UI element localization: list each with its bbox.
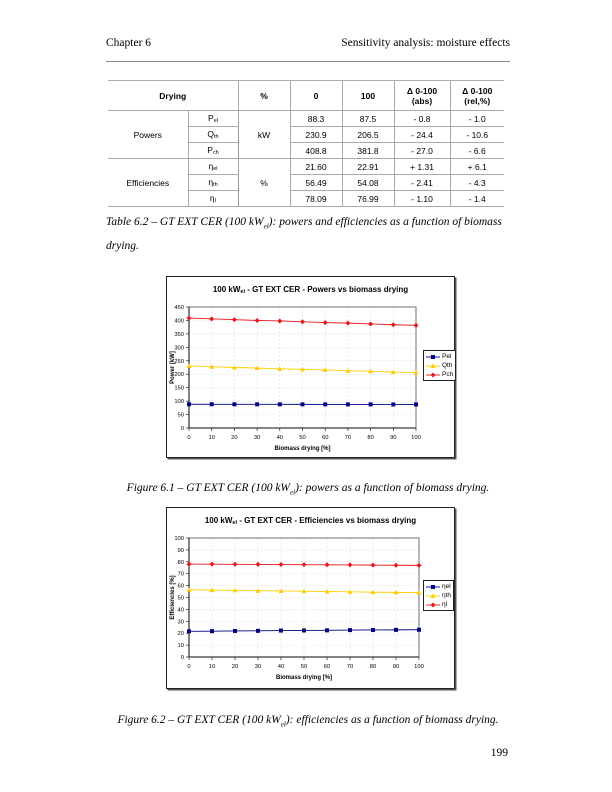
value-100: 87.5 <box>342 111 394 127</box>
data-point-marker <box>277 318 282 323</box>
y-tick-label: 200 <box>174 372 184 379</box>
data-point-marker <box>346 402 350 406</box>
x-tick-label: 70 <box>344 435 352 441</box>
data-point-marker <box>345 321 350 326</box>
data-point-marker <box>256 562 261 567</box>
value-0: 230.9 <box>290 127 342 143</box>
data-point-marker <box>279 629 283 633</box>
x-axis-label: Biomass drying [%] <box>275 675 333 681</box>
x-tick-label: 80 <box>369 664 377 670</box>
data-point-marker <box>371 563 376 568</box>
y-tick-label: 40 <box>177 607 184 614</box>
y-tick-label: 20 <box>177 631 184 638</box>
x-tick-label: 100 <box>414 664 424 670</box>
value-0: 56.49 <box>290 175 342 191</box>
section-title: Sensitivity analysis: moisture effects <box>341 37 510 49</box>
delta-rel: + 6.1 <box>450 159 504 175</box>
y-tick-label: 250 <box>174 358 184 365</box>
data-point-marker <box>302 628 306 632</box>
x-tick-label: 40 <box>276 435 284 441</box>
chapter-label: Chapter 6 <box>106 37 152 49</box>
header-rule <box>106 61 510 62</box>
chart-legend <box>423 350 456 381</box>
data-point-marker <box>394 563 399 568</box>
legend-label: Pel <box>442 353 452 360</box>
data-point-marker <box>414 323 419 328</box>
data-point-marker <box>187 316 192 321</box>
variable-symbol: $\eta_{el}$ <box>188 159 238 175</box>
table-caption: Table 6.2 – GT EXT CER (100 $kW_{el}$): powers and efficiencies as a function of biomass drying. <box>106 216 502 253</box>
data-point-marker <box>300 319 305 324</box>
header-unit: % <box>238 81 290 111</box>
data-point-marker <box>369 402 373 406</box>
y-tick-label: 100 <box>174 399 184 406</box>
data-point-marker <box>233 562 238 567</box>
x-tick-label: 10 <box>208 435 215 441</box>
y-tick-label: 450 <box>174 305 184 311</box>
x-tick-label: 30 <box>253 435 261 441</box>
header-delta-rel: Δ 0-100 (rel,%) <box>450 81 504 111</box>
x-tick-label: 50 <box>300 664 308 670</box>
legend-item <box>426 370 453 379</box>
value-100: 22.91 <box>342 159 394 175</box>
header-delta-abs: Δ 0-100 (abs) <box>394 81 450 111</box>
header-col-100: 100 <box>342 81 394 111</box>
y-tick-label: 80 <box>177 559 184 566</box>
y-tick-label: 400 <box>174 318 184 325</box>
variable-symbol: $Q_{th}$ <box>188 127 238 143</box>
delta-abs: - 27.0 <box>394 143 450 159</box>
group-label: Powers <box>108 111 188 159</box>
x-tick-label: 0 <box>187 435 191 441</box>
diamond-marker-icon <box>426 371 440 379</box>
x-tick-label: 60 <box>323 664 331 670</box>
y-tick-label: 90 <box>177 547 184 554</box>
data-point-marker <box>371 628 375 632</box>
y-tick-label: 350 <box>174 331 184 338</box>
variable-symbol: $P_{el}$ <box>188 111 238 127</box>
data-point-marker <box>279 562 284 567</box>
data-point-marker <box>256 629 260 633</box>
value-0: 21.60 <box>290 159 342 175</box>
legend-item <box>426 600 451 609</box>
table-row <box>108 159 504 175</box>
y-tick-label: 50 <box>177 595 184 602</box>
y-axis-label: Efficiencies [%] <box>170 575 176 620</box>
legend-item <box>426 352 453 361</box>
legend-label: ηI <box>442 601 448 608</box>
x-tick-label: 40 <box>277 664 285 670</box>
value-0: 88.3 <box>290 111 342 127</box>
page-number: 199 <box>490 747 508 759</box>
chart-title: 100 $kW_{el}$ - GT EXT CER - Powers vs biomass drying <box>212 285 409 295</box>
data-point-marker <box>301 402 305 406</box>
diamond-marker-icon <box>426 601 440 609</box>
y-tick-label: 0 <box>180 426 184 432</box>
legend-label: ηel <box>442 583 451 590</box>
header-col-0: 0 <box>290 81 342 111</box>
y-tick-label: 300 <box>174 345 184 352</box>
delta-abs: + 1.31 <box>394 159 450 175</box>
efficiencies-chart <box>166 507 455 689</box>
data-point-marker <box>431 585 435 589</box>
data-point-marker <box>233 629 237 633</box>
data-point-marker <box>323 320 328 325</box>
triangle-marker-icon <box>426 592 440 600</box>
table-row <box>108 111 504 127</box>
y-tick-label: 100 <box>174 536 184 542</box>
data-point-marker <box>278 402 282 406</box>
group-unit: % <box>238 159 290 207</box>
x-tick-label: 100 <box>411 435 421 441</box>
data-point-marker <box>431 372 436 377</box>
data-point-marker <box>255 402 259 406</box>
x-axis-label: Biomass drying [%] <box>274 446 331 452</box>
value-100: 206.5 <box>342 127 394 143</box>
legend-label: ηth <box>442 592 452 599</box>
delta-rel: - 4.3 <box>450 175 504 191</box>
y-tick-label: 50 <box>177 412 184 419</box>
x-tick-label: 90 <box>392 664 400 670</box>
x-tick-label: 60 <box>321 435 329 441</box>
square-marker-icon <box>426 353 440 361</box>
chart-plot <box>167 508 456 690</box>
y-tick-label: 60 <box>177 583 184 590</box>
value-100: 76.99 <box>342 191 394 207</box>
legend-item <box>426 591 451 600</box>
delta-rel: - 10.6 <box>450 127 504 143</box>
data-point-marker <box>255 318 260 323</box>
data-point-marker <box>348 628 352 632</box>
table-header-row <box>108 81 504 111</box>
delta-abs: - 0.8 <box>394 111 450 127</box>
data-point-marker <box>391 322 396 327</box>
data-point-marker <box>187 562 192 567</box>
x-tick-label: 0 <box>187 664 191 670</box>
value-100: 381.8 <box>342 143 394 159</box>
variable-symbol: $\eta_{th}$ <box>188 175 238 191</box>
delta-rel: - 1.4 <box>450 191 504 207</box>
legend-label: Qth <box>442 362 453 369</box>
data-point-marker <box>431 602 436 607</box>
data-point-marker <box>417 628 421 632</box>
x-tick-label: 30 <box>254 664 262 670</box>
delta-rel: - 6.6 <box>450 143 504 159</box>
value-0: 408.8 <box>290 143 342 159</box>
data-point-marker <box>187 629 191 633</box>
x-tick-label: 20 <box>231 435 238 441</box>
figure-2-caption: Figure 6.2 – GT EXT CER (100 $kW_{el}$): efficiencies as a function of biomass drying. <box>117 714 499 729</box>
x-tick-label: 80 <box>367 435 374 441</box>
variable-symbol: $\eta_I$ <box>188 191 238 207</box>
value-100: 54.08 <box>342 175 394 191</box>
data-point-marker <box>187 402 191 406</box>
data-point-marker <box>232 402 236 406</box>
data-point-marker <box>325 628 329 632</box>
delta-rel: - 1.0 <box>450 111 504 127</box>
value-0: 78.09 <box>290 191 342 207</box>
data-point-marker <box>232 317 237 322</box>
powers-chart <box>166 276 455 458</box>
delta-abs: - 24.4 <box>394 127 450 143</box>
figure-1-caption: Figure 6.1 – GT EXT CER (100 $kW_{el}$): powers as a function of biomass drying. <box>126 482 490 497</box>
legend-item <box>426 361 453 370</box>
data-point-marker <box>431 355 435 359</box>
data-point-marker <box>210 402 214 406</box>
y-tick-label: 150 <box>174 385 184 392</box>
data-point-marker <box>348 562 353 567</box>
data-point-marker <box>391 402 395 406</box>
group-unit: kW <box>238 111 290 159</box>
square-marker-icon <box>426 583 440 591</box>
y-tick-label: 10 <box>177 643 184 650</box>
data-point-marker <box>302 562 307 567</box>
x-tick-label: 10 <box>208 664 216 670</box>
x-tick-label: 50 <box>299 435 306 441</box>
data-point-marker <box>417 563 422 568</box>
variable-symbol: $P_{ch}$ <box>188 143 238 159</box>
triangle-marker-icon <box>426 362 440 370</box>
data-point-marker <box>210 629 214 633</box>
y-axis-label: Power [kW] <box>170 351 176 384</box>
legend-item <box>426 582 451 591</box>
data-point-marker <box>323 402 327 406</box>
header-drying: Drying <box>108 81 238 111</box>
group-label: Efficiencies <box>108 159 188 207</box>
x-tick-label: 90 <box>390 435 397 441</box>
data-point-marker <box>368 321 373 326</box>
chart-plot <box>167 277 456 459</box>
data-point-marker <box>414 402 418 406</box>
data-point-marker <box>325 562 330 567</box>
x-tick-label: 20 <box>231 664 239 670</box>
y-tick-label: 70 <box>177 571 184 578</box>
y-tick-label: 30 <box>177 619 184 626</box>
delta-abs: - 2.41 <box>394 175 450 191</box>
data-point-marker <box>394 628 398 632</box>
x-tick-label: 70 <box>346 664 354 670</box>
legend-label: Pch <box>442 371 454 378</box>
results-table <box>108 80 504 207</box>
data-point-marker <box>210 562 215 567</box>
delta-abs: - 1.10 <box>394 191 450 207</box>
y-tick-label: 0 <box>180 655 184 661</box>
chart-legend <box>423 580 454 611</box>
chart-title: 100 $kW_{el}$ - GT EXT CER - Efficiencies vs biomass drying <box>204 516 417 526</box>
